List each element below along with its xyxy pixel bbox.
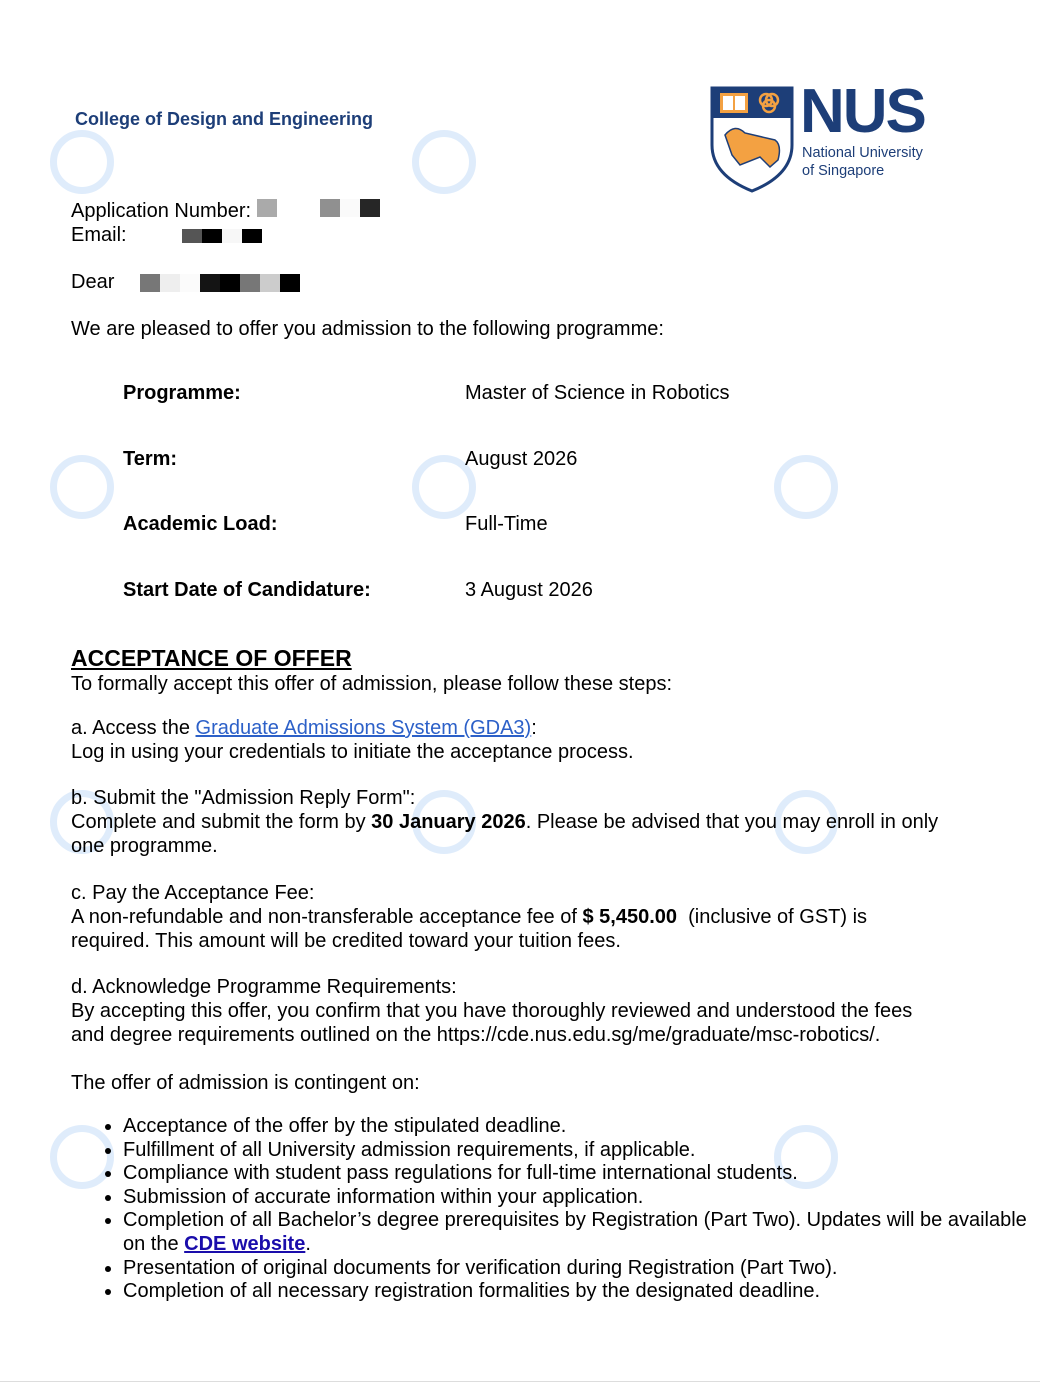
step-b-text-1: Complete and submit the form by (71, 811, 372, 833)
intro-text: We are pleased to offer you admission to the following programme: (71, 318, 664, 340)
step-b-text-3: one programme. (71, 835, 218, 857)
list-item: • Submission of accurate information within your application. (123, 1186, 1040, 1210)
watermark-icon (50, 130, 114, 194)
step-d-text-2: and degree requirements outlined on the https://cde.nus.edu.sg/me/graduate/msc-robotics/. (71, 1024, 881, 1046)
detail-value-load: Full-Time (465, 513, 548, 535)
step-c-text-2: (inclusive of GST) is (677, 906, 868, 928)
list-item: • Acceptance of the offer by the stipulated deadline. (123, 1115, 1040, 1139)
acceptance-intro: To formally accept this offer of admission, please follow these steps: (71, 673, 673, 695)
detail-label-programme: Programme: (123, 382, 241, 404)
email-label: Email: (71, 224, 127, 246)
step-a-text: Log in using your credentials to initiate the acceptance process. (71, 741, 634, 763)
list-item-text: Completion of all Bachelor’s degree prerequisites by Registration (Part Two). Updates will be available on the (123, 1209, 1027, 1255)
gda3-link[interactable]: Graduate Admissions System (GDA3) (195, 717, 532, 739)
list-item: • Completion of all necessary registration formalities by the designated deadline. (123, 1280, 1040, 1304)
detail-value-start-date: 3 August 2026 (465, 579, 593, 601)
cde-website-link[interactable]: CDE website (184, 1232, 306, 1255)
redacted-email (182, 223, 262, 247)
watermark-icon (774, 455, 838, 519)
nus-crest-icon (710, 85, 800, 195)
logo-subtitle (802, 144, 923, 180)
redacted-block (257, 199, 277, 217)
step-c-title: c. Pay the Acceptance Fee: (71, 882, 315, 904)
list-item (123, 1209, 1040, 1256)
step-a-suffix: : (531, 717, 537, 739)
logo-line-2: of Singapore (802, 163, 885, 179)
redacted-block (320, 199, 340, 217)
step-b-text (71, 810, 938, 834)
email-row (71, 223, 262, 247)
step-c-text (71, 905, 867, 929)
salutation (71, 270, 300, 294)
college-name: College of Design and Engineering (75, 109, 374, 129)
list-item: • Presentation of original documents for verification during Registration (Part Two). (123, 1257, 1040, 1281)
detail-value-term: August 2026 (465, 448, 578, 470)
redacted-name (140, 270, 300, 294)
redacted-block (340, 199, 360, 217)
redacted-block (360, 199, 380, 217)
step-a-title (71, 716, 537, 740)
detail-value-programme: Master of Science in Robotics (465, 382, 730, 404)
application-number-label: Application Number: (71, 200, 252, 222)
logo-line-1: National University (802, 145, 923, 161)
list-item: • Fulfillment of all University admission requirements, if applicable. (123, 1139, 1040, 1163)
step-c-text-3: required. This amount will be credited toward your tuition fees. (71, 930, 621, 952)
contingent-list (71, 1115, 1040, 1304)
acceptance-heading: ACCEPTANCE OF OFFER (71, 645, 352, 671)
reply-deadline: 30 January 2026 (371, 811, 526, 833)
list-item: • Compliance with student pass regulations for full-time international students. (123, 1162, 1040, 1186)
list-item-suffix: . (305, 1232, 311, 1255)
detail-label-load: Academic Load: (123, 513, 278, 535)
step-a-prefix: a. Access the (71, 717, 196, 739)
step-d-title: d. Acknowledge Programme Requirements: (71, 976, 457, 998)
application-number-row (71, 199, 380, 223)
step-d-text-1: By accepting this offer, you confirm that you have thoroughly reviewed and understood the fees (71, 1000, 913, 1022)
step-b-title: b. Submit the "Admission Reply Form": (71, 787, 416, 809)
detail-label-start-date: Start Date of Candidature: (123, 579, 371, 601)
watermark-icon (412, 130, 476, 194)
step-c-text-1: A non-refundable and non-transferable acceptance fee of (71, 906, 583, 928)
contingent-intro: The offer of admission is contingent on: (71, 1072, 420, 1094)
detail-label-term: Term: (123, 448, 178, 470)
step-b-text-2: . Please be advised that you may enroll in only (525, 811, 939, 833)
dear-label: Dear (71, 271, 115, 293)
logo-wordmark: NUS (800, 77, 925, 146)
watermark-icon (50, 455, 114, 519)
nus-logo (710, 85, 800, 195)
acceptance-fee: $ 5,450.00 (582, 906, 678, 928)
